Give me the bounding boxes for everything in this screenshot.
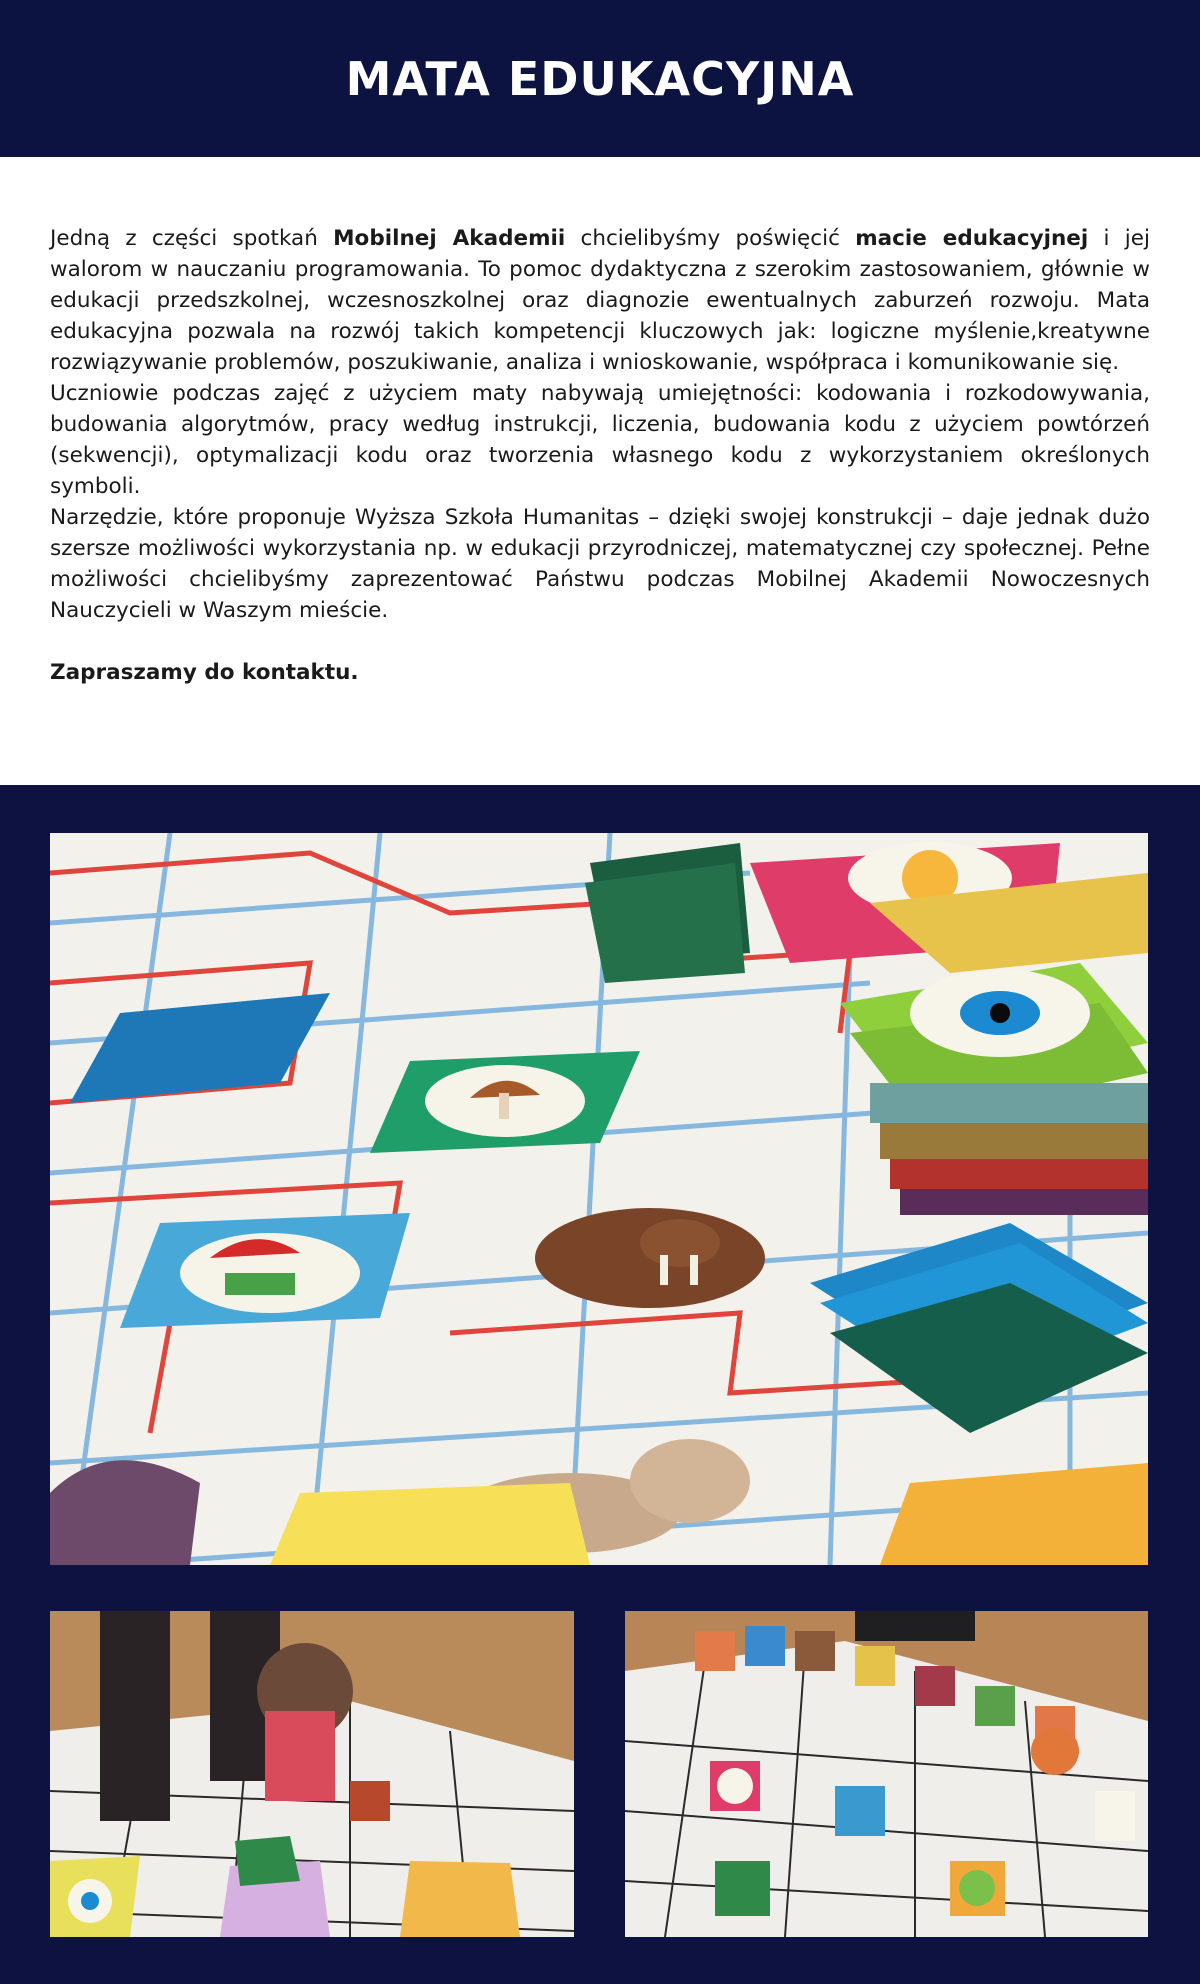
bold-mata-edukacyjna: macie edukacyjnej [855,226,1089,251]
child-on-mat-photo [50,1611,574,1937]
child-on-mat-illustration [50,1611,574,1937]
mat-cards-illustration [50,833,1148,1565]
mat-with-cards-illustration [625,1611,1148,1937]
page-header [0,0,1200,157]
contact-invitation: Zapraszamy do kontaktu. [50,660,359,685]
intro-text: i jej walorom w nauczaniu programowania. To pomoc dydaktyczna z szerokim zastosowaniem, głównie w edukacji przedszkolnej, wczesnoszkolnej oraz diagnozie ewentualnych zaburzeń rozwoju. Mata edukacyjna pozwala na rozwój takich kompetencji kluczowych jak: logiczne myślenie,kreatywne rozwiązywanie problemów, poszukiwanie, analiza i wnioskowanie, współpraca i komunikowanie się. [50,226,1150,375]
bold-mobilna-akademia: Mobilnej Akademii [333,226,566,251]
intro-paragraph-1 [50,223,1150,378]
page-title: MATA EDUKACYJNA [345,51,855,106]
intro-section [0,157,1200,785]
intro-text: chcielibyśmy poświęcić [565,226,856,251]
intro-paragraph-3: Narzędzie, które proponuje Wyższa Szkoła Humanitas – dzięki swojej konstrukcji – daje jednak dużo szersze możliwości wykorzystania np. w edukacji przyrodniczej, matematycznej czy społecznej. Pełne możliwości chcielibyśmy zaprezentować Państwu podczas Mobilnej Akademii Nowoczesnych Nauczycieli w Waszym mieście. [50,505,1150,623]
mat-with-cards-photo [625,1611,1148,1937]
intro-paragraph-2: Uczniowie podczas zajęć z użyciem maty nabywają umiejętności: kodowania i rozkodowywania, budowania algorytmów, pracy według instrukcji, liczenia, budowania kodu z użyciem powtórzeń (sekwencji), optymalizacji kodu oraz tworzenia własnego kodu z wykorzystaniem określonych symboli. [50,381,1150,499]
mat-cards-photo [50,833,1148,1565]
intro-text: Jedną z części spotkań [50,226,334,251]
photo-gallery [0,785,1200,1984]
